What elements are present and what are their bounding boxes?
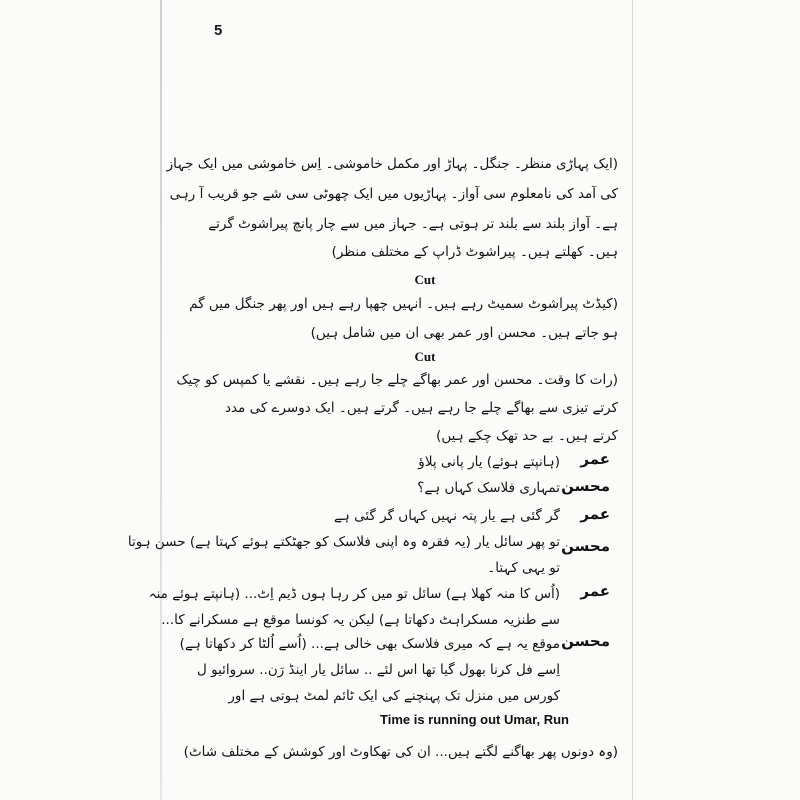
english-line: Time is running out Umar, Run: [380, 712, 569, 727]
speaker-label: عمر: [580, 450, 610, 468]
cut-label: Cut: [414, 349, 436, 364]
speaker-label: عمر: [580, 505, 610, 523]
speaker-label: محسن: [561, 632, 610, 650]
scene2-line-2: ہو جاتے ہیں۔ محسن اور عمر بھی ان میں شامل ہیں): [310, 325, 618, 341]
page-edge-left: [160, 0, 162, 800]
scene1-line-1: (ایک پہاڑی منظر۔ جنگل۔ پہاڑ اور مکمل خاموشی۔ اِس خاموشی میں ایک جہاز: [166, 156, 618, 172]
scene3-line-2: کرتے تیزی سے بھاگے چلے جا رہے ہیں۔ گرتے ہیں۔ ایک دوسرے کی مدد: [224, 400, 618, 416]
speaker-label: محسن: [561, 537, 610, 555]
dialogue-line: (اُس کا منہ کھلا ہے) سائل تو میں کر رہا ہوں ڈیم اِٹ... (ہانپتے ہوئے منہ: [148, 586, 560, 602]
dialogue-line: اِسے فل کرنا بھول گیا تھا اس لئے .. سائل یار اینڈ رَن.. سروائیو ل: [197, 662, 560, 678]
scene2-line-1: (کیڈٹ پیراشوٹ سمیٹ رہے ہیں۔ انہیں چھپا رہے ہیں اور پھر جنگل میں گم: [189, 296, 618, 312]
dialogue-line: کورس میں منزل تک پہنچنے کی ایک ٹائم لمٹ ہوتی ہے اور: [228, 688, 560, 704]
scene3-line-3: کرتے ہیں۔ بے حد تھک چکے ہیں): [436, 428, 618, 444]
page-edge-right: [632, 0, 633, 800]
dialogue-line: تو پھر سائل یار (یہ فقرہ وہ اپنی فلاسک کو جھٹکتے ہوئے کہتا ہے) حسن ہوتا: [127, 534, 560, 550]
dialogue-line: موقع یہ ہے کہ میری فلاسک بھی خالی ہے... (اُسے اُلٹا کر دکھاتا ہے): [179, 636, 560, 652]
dialogue-line: (ہانپتے ہوئے) یار پانی پلاؤ: [418, 454, 560, 470]
scene4-line-1: (وہ دونوں پھر بھاگنے لگتے ہیں... ان کی تھکاوٹ اور کوشش کے مختلف شاٹ): [183, 744, 618, 760]
scene3-line-1: (رات کا وقت۔ محسن اور عمر بھاگے چلے جا رہے ہیں۔ نقشے یا کمپس کو چیک: [176, 372, 618, 388]
cut-label: Cut: [414, 272, 436, 287]
dialogue-line: سے طنزیہ مسکراہٹ دکھاتا ہے) لیکن یہ کونسا موقع ہے مسکرانے کا...: [161, 612, 560, 628]
scene1-line-2: کی آمد کی نامعلوم سی آواز۔ پہاڑیوں میں ایک چھوٹی سی شے جو قریب آ رہی: [169, 186, 618, 202]
dialogue-line: تو یہی کہتا۔: [487, 560, 560, 576]
dialogue-line: تمہاری فلاسک کہاں ہے؟: [417, 480, 560, 496]
speaker-label: عمر: [580, 582, 610, 600]
scene1-line-3: ہے۔ آواز بلند سے بلند تر ہوتی ہے۔ جہاز میں سے چار پانچ پیراشوٹ گرتے: [208, 216, 618, 232]
scene1-line-4: ہیں۔ کھلتے ہیں۔ پیراشوٹ ڈراپ کے مختلف منظر): [331, 244, 618, 260]
speaker-label: محسن: [561, 477, 610, 495]
page-number: 5: [214, 22, 223, 39]
dialogue-line: گر گئی ہے یار پتہ نہیں کہاں گر گئی ہے: [333, 508, 560, 524]
